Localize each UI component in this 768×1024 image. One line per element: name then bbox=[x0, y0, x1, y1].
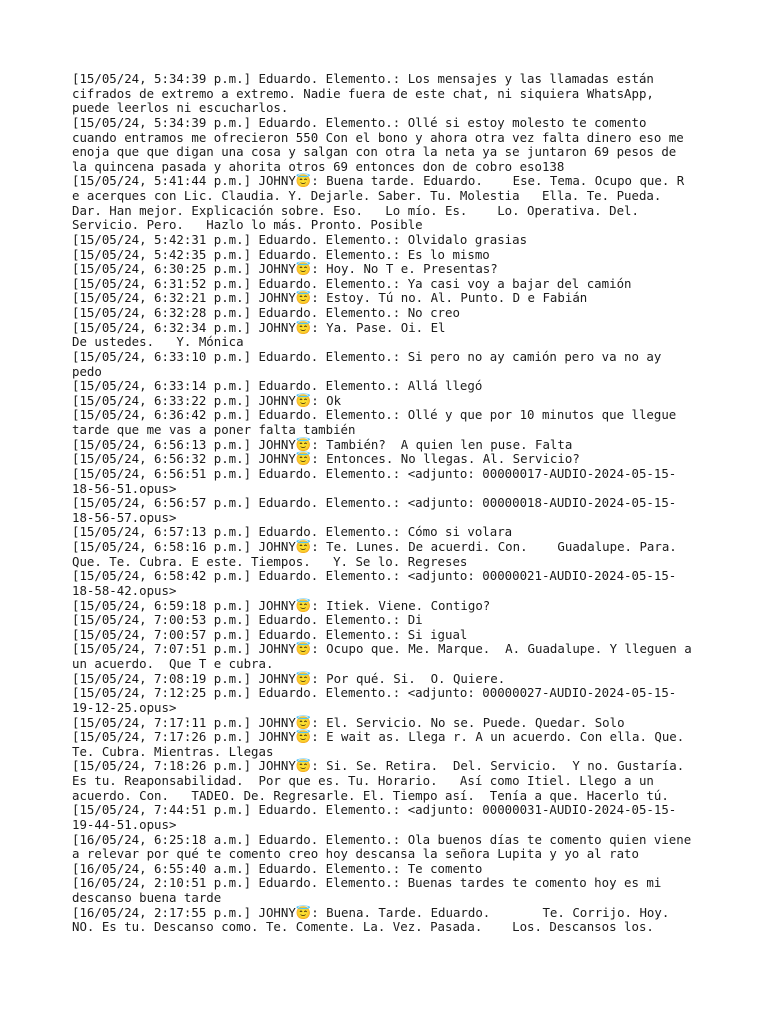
chat-log-line: [15/05/24, 6:58:42 p.m.] Eduardo. Elemento.: <adjunto: 00000021-AUDIO-2024-05-15- bbox=[72, 568, 677, 584]
chat-log-line: [15/05/24, 5:42:35 p.m.] Eduardo. Elemento.: Es lo mismo bbox=[72, 246, 490, 262]
chat-log-line: [15/05/24, 6:33:10 p.m.] Eduardo. Elemento.: Si pero no ay camión pero va no ay bbox=[72, 348, 662, 364]
chat-log-line: [15/05/24, 7:00:57 p.m.] Eduardo. Elemento.: Si igual bbox=[72, 626, 468, 642]
chat-log-line: [15/05/24, 5:41:44 p.m.] JOHNY😇: Buena tarde. Eduardo. Ese. Tema. Ocupo que. R bbox=[72, 173, 685, 189]
chat-log-line: [15/05/24, 6:33:22 p.m.] JOHNY😇: Ok bbox=[72, 392, 342, 408]
chat-log-line: 19-44-51.opus> bbox=[72, 816, 177, 832]
chat-log-line: [15/05/24, 7:08:19 p.m.] JOHNY😇: Por qué. Si. O. Quiere. bbox=[72, 670, 506, 686]
chat-log-line: 19-12-25.opus> bbox=[72, 699, 177, 715]
chat-log-line: [15/05/24, 7:00:53 p.m.] Eduardo. Elemento.: Di bbox=[72, 612, 423, 628]
chat-log-line: descanso buena tarde bbox=[72, 890, 222, 905]
chat-log-line: [15/05/24, 6:33:14 p.m.] Eduardo. Elemento.: Allá llegó bbox=[72, 378, 483, 394]
chat-log-line: [15/05/24, 6:36:42 p.m.] Eduardo. Elemento.: Ollé y que por 10 minutos que llegue bbox=[72, 407, 677, 423]
chat-log-line: 18-56-51.opus> bbox=[72, 480, 177, 496]
chat-log-line: [15/05/24, 5:34:39 p.m.] Eduardo. Elemento.: Ollé si estoy molesto te comento bbox=[72, 114, 647, 130]
chat-log-line: [15/05/24, 6:56:32 p.m.] JOHNY😇: Entonces. No llegas. Al. Servicio? bbox=[72, 451, 580, 467]
chat-log-line: [15/05/24, 7:44:51 p.m.] Eduardo. Elemento.: <adjunto: 00000031-AUDIO-2024-05-15- bbox=[72, 802, 677, 818]
chat-log-line: [15/05/24, 6:57:13 p.m.] Eduardo. Elemento.: Cómo si volara bbox=[72, 524, 513, 540]
chat-log-line: puede leerlos ni escucharlos. bbox=[72, 100, 289, 116]
chat-log-line: 18-56-57.opus> bbox=[72, 509, 177, 525]
chat-log-line: [15/05/24, 6:32:34 p.m.] JOHNY😇: Ya. Pase. Oi. El bbox=[72, 319, 446, 335]
chat-log-line: [15/05/24, 6:32:21 p.m.] JOHNY😇: Estoy. Tú no. Al. Punto. D e Fabián bbox=[72, 290, 588, 306]
chat-log-line: [16/05/24, 6:55:40 a.m.] Eduardo. Elemento.: Te comento bbox=[72, 860, 483, 876]
chat-log-text bbox=[72, 72, 712, 935]
chat-log-line: [15/05/24, 7:12:25 p.m.] Eduardo. Elemento.: <adjunto: 00000027-AUDIO-2024-05-15- bbox=[72, 685, 677, 701]
chat-log-line: 18-58-42.opus> bbox=[72, 582, 177, 598]
chat-log-line: la quincena pasada y ahorita otros 69 entonces don de cobro eso138 bbox=[72, 158, 565, 174]
chat-log-line: [15/05/24, 7:17:11 p.m.] JOHNY😇: El. Servicio. No se. Puede. Quedar. Solo bbox=[72, 714, 625, 730]
chat-log-line: [15/05/24, 6:56:51 p.m.] Eduardo. Elemento.: <adjunto: 00000017-AUDIO-2024-05-15- bbox=[72, 465, 677, 481]
chat-log-line: [15/05/24, 6:59:18 p.m.] JOHNY😇: Itiek. Viene. Contigo? bbox=[72, 597, 491, 613]
chat-log-line: Servicio. Pero. Hazlo lo más. Pronto. Posible bbox=[72, 217, 423, 233]
chat-log-line: NO. Es tu. Descanso como. Te. Comente. La. Vez. Pasada. Los. Descansos los. bbox=[72, 919, 654, 935]
chat-log-line: [15/05/24, 7:18:26 p.m.] JOHNY😇: Si. Se. Retira. Del. Servicio. Y no. Gustaría. bbox=[72, 758, 685, 774]
chat-log-line: [15/05/24, 6:56:57 p.m.] Eduardo. Elemento.: <adjunto: 00000018-AUDIO-2024-05-15- bbox=[72, 495, 677, 511]
chat-log-line: [15/05/24, 7:17:26 p.m.] JOHNY😇: E wait as. Llega r. A un acuerdo. Con ella. Que. bbox=[72, 729, 685, 745]
chat-log-line: Dar. Han mejor. Explicación sobre. Eso. Lo mío. Es. Lo. Operativa. Del. bbox=[72, 202, 639, 218]
chat-log-line: Te. Cubra. Mientras. Llegas bbox=[72, 743, 274, 759]
chat-log-line: De ustedes. Y. Mónica bbox=[72, 334, 244, 350]
chat-log-line: [16/05/24, 2:10:51 p.m.] Eduardo. Elemento.: Buenas tardes te comento hoy es mi bbox=[72, 875, 662, 891]
chat-log-line: cuando entramos me ofrecieron 550 Con el bono y ahora otra vez falta dinero eso me bbox=[72, 129, 684, 145]
chat-log-line: a relevar por qué te comento creo hoy descansa la señora Lupita y yo al rato bbox=[72, 846, 639, 862]
chat-log-line: pedo bbox=[72, 363, 102, 379]
chat-log-line: un acuerdo. Que T e cubra. bbox=[72, 656, 274, 671]
chat-log-line: [16/05/24, 6:25:18 a.m.] Eduardo. Elemento.: Ola buenos días te comento quien viene bbox=[72, 831, 692, 847]
chat-log-line: [15/05/24, 6:32:28 p.m.] Eduardo. Elemento.: No creo bbox=[72, 305, 460, 320]
chat-log-line: e acerques con Lic. Claudia. Y. Dejarle. Saber. Tu. Molestia Ella. Te. Pueda. bbox=[72, 188, 662, 203]
chat-log-line: [15/05/24, 5:34:39 p.m.] Eduardo. Elemento.: Los mensajes y las llamadas están bbox=[72, 71, 654, 86]
chat-log-line: [15/05/24, 6:30:25 p.m.] JOHNY😇: Hoy. No T e. Presentas? bbox=[72, 261, 498, 277]
chat-log-line: enoja que que digan una cosa y salgan con otra la neta ya se juntaron 69 pesos de bbox=[72, 144, 677, 160]
chat-log-line: acuerdo. Con. TADEO. De. Regresarle. El. Tiempo así. Tenía a que. Hacerlo tú. bbox=[72, 787, 669, 803]
chat-log-line: Es tu. Reaponsabilidad. Por que es. Tu. Horario. Así como Itiel. Llego a un bbox=[72, 773, 654, 788]
chat-log-line: Que. Te. Cubra. E este. Tiempos. Y. Se lo. Regreses bbox=[72, 553, 468, 569]
chat-log-line: [15/05/24, 6:56:13 p.m.] JOHNY😇: También? A quien len puse. Falta bbox=[72, 436, 573, 452]
chat-log-line: [15/05/24, 7:07:51 p.m.] JOHNY😇: Ocupo que. Me. Marque. A. Guadalupe. Y lleguen a bbox=[72, 641, 692, 657]
chat-log-line: [15/05/24, 6:31:52 p.m.] Eduardo. Elemento.: Ya casi voy a bajar del camión bbox=[72, 275, 632, 291]
chat-log-line: [15/05/24, 5:42:31 p.m.] Eduardo. Elemento.: Olvidalo grasias bbox=[72, 231, 528, 247]
chat-log-line: tarde que me vas a poner falta también bbox=[72, 422, 356, 437]
chat-log-line: cifrados de extremo a extremo. Nadie fuera de este chat, ni siquiera WhatsApp, bbox=[72, 85, 654, 101]
chat-log-line: [15/05/24, 6:58:16 p.m.] JOHNY😇: Te. Lunes. De acuerdi. Con. Guadalupe. Para. bbox=[72, 539, 677, 554]
chat-log-line: [16/05/24, 2:17:55 p.m.] JOHNY😇: Buena. Tarde. Eduardo. Te. Corrijo. Hoy. bbox=[72, 904, 670, 920]
